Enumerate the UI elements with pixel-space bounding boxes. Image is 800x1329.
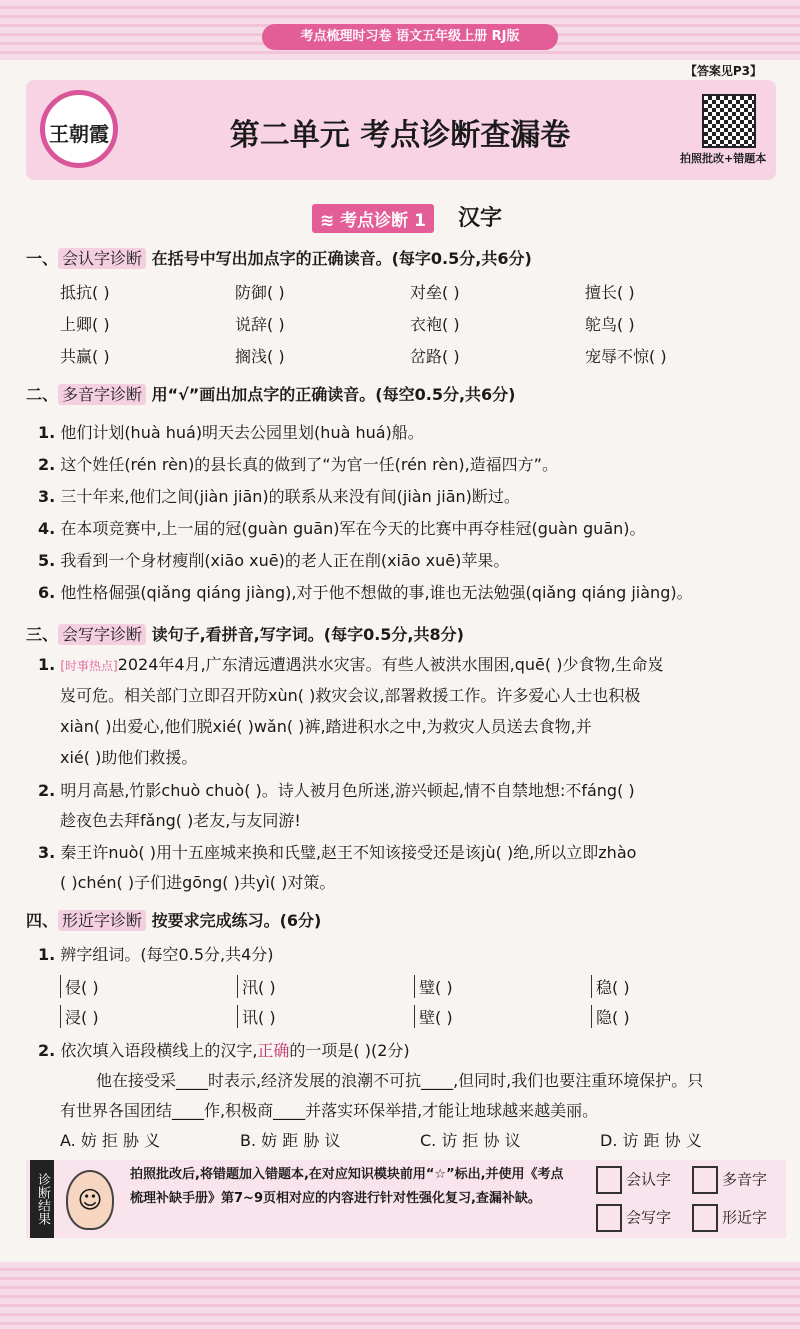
q1-tag: 会认字诊断 [58, 248, 146, 269]
check-recognize[interactable] [596, 1166, 671, 1194]
q4-pair-item[interactable]: 侵( ) [60, 975, 99, 998]
check-label: 会写字 [626, 1208, 672, 1227]
q3-line: 秦王许nuò( )用十五座城来换和氏璧,赵王不知该接受还是该jù( )绝,所以立即zhào [60, 843, 637, 862]
q4-sub-1 [38, 942, 274, 965]
check-polyphone[interactable] [692, 1166, 767, 1194]
q2-line [38, 580, 693, 603]
q4-number: 四、 [26, 911, 59, 930]
option-b[interactable]: B. 妨 距 胁 议 [240, 1131, 341, 1150]
q4-sub2-text-end: 的一项是( )(2分) [289, 1041, 410, 1060]
item-number: 6. [38, 583, 56, 602]
hot-topic-tag: [时事热点] [60, 659, 118, 673]
q4-options [60, 1128, 702, 1151]
q1-number: 一、 [26, 249, 59, 268]
q1-item[interactable]: 衣袍( ) [410, 315, 460, 334]
q2-tag: 多音字诊断 [58, 384, 146, 405]
option-d[interactable]: D. 访 距 协 义 [600, 1131, 702, 1150]
q3-line: 2024年4月,广东清远遭遇洪水灾害。有些人被洪水围困,quē( )少食物,生命岌 [117, 655, 664, 674]
q1-item[interactable]: 鸵鸟( ) [585, 315, 635, 334]
q1-heading [26, 246, 532, 269]
q2-line-text[interactable]: 他们计划(huà huá)明天去公园里划(huà huá)船。 [60, 423, 424, 442]
q2-heading [26, 382, 516, 405]
item-number: 1. [38, 945, 56, 964]
q4-pair-item[interactable]: 璧( ) [414, 975, 453, 998]
q2-line-text[interactable]: 三十年来,他们之间(jiàn jiān)的联系从来没有间(jiàn jiān)断过。 [60, 487, 520, 506]
q2-line [38, 548, 509, 571]
diagnosis-text: 拍照批改后,将错题加入错题本,在对应知识模块前用“☆”标出,并使用《考点梳理补缺手册》第7~9页相对应的内容进行针对性强化复习,查漏补缺。 [130, 1167, 564, 1206]
answer-reference: 【答案见P3】 [684, 64, 762, 78]
item-number: 2. [38, 1041, 56, 1060]
q4-heading [26, 908, 321, 931]
item-number: 3. [38, 843, 56, 862]
item-number: 1. [38, 423, 56, 442]
q1-item[interactable]: 擅长( ) [585, 283, 635, 302]
q3-item-2 [38, 778, 635, 801]
section-title: 汉字 [458, 206, 503, 231]
q4-sub1-text: 辨字组词。(每空0.5分,共4分) [60, 945, 274, 964]
q1-item[interactable]: 上卿( ) [60, 315, 110, 334]
qr-code-icon[interactable] [702, 94, 756, 148]
q4-pair-item[interactable]: 浸( ) [60, 1005, 99, 1028]
q3-line: 岌可危。相关部门立即召开防xùn( )救灾会议,部署救援工作。许多爱心人士也积极 [60, 686, 641, 705]
q4-pair-item[interactable]: 隐( ) [591, 1005, 630, 1028]
q3-tag: 会写字诊断 [58, 624, 146, 645]
q1-item[interactable]: 搁浅( ) [235, 347, 285, 366]
qr-caption: 拍照批改+错题本 [680, 152, 767, 165]
check-label: 形近字 [722, 1208, 768, 1227]
option-c[interactable]: C. 访 拒 协 议 [420, 1131, 521, 1150]
item-number: 5. [38, 551, 56, 570]
q4-instruction: 按要求完成练习。(6分) [146, 911, 322, 930]
checkbox[interactable] [596, 1166, 622, 1194]
bottom-decor-band [0, 1262, 800, 1329]
q3-line: ( )chén( )子们进gōng( )共yì( )对策。 [60, 873, 336, 892]
q3-instruction: 读句子,看拼音,写字词。(每字0.5分,共8分) [146, 625, 464, 644]
q2-number: 二、 [26, 385, 59, 404]
q3-number: 三、 [26, 625, 59, 644]
q4-sub2-text: 依次填入语段横线上的汉字, [60, 1041, 258, 1060]
section-tag: ≋ 考点诊断 1 [312, 204, 434, 233]
q3-item-1 [38, 652, 664, 675]
check-similar[interactable] [692, 1204, 767, 1232]
checkbox[interactable] [596, 1204, 622, 1232]
brand-logo: 王朝霞 [40, 90, 118, 168]
q4-paragraph-line: 有世界各国团结____作,积极商____并落实环保举措,才能让地球越来越美丽。 [60, 1101, 599, 1120]
page-title: 第二单元 考点诊断查漏卷 [229, 118, 571, 153]
q4-pair-item[interactable]: 稳( ) [591, 975, 630, 998]
q1-item[interactable]: 共赢( ) [60, 347, 110, 366]
check-write[interactable] [596, 1204, 671, 1232]
q4-pair-item[interactable]: 壁( ) [414, 1005, 453, 1028]
q3-item-3 [38, 840, 636, 863]
q2-instruction: 用“√”画出加点字的正确读音。(每空0.5分,共6分) [146, 385, 516, 404]
q2-line [38, 484, 520, 507]
q3-line: 趁夜色去拜fǎng( )老友,与友同游! [60, 811, 301, 830]
q4-sub-2 [38, 1038, 410, 1061]
q3-heading [26, 622, 464, 645]
q3-line: xiàn( )出爱心,他们脱xié( )wǎn( )裤,踏进积水之中,为救灾人员送去食物,并 [60, 717, 592, 736]
q2-line-text[interactable]: 我看到一个身材瘦削(xiāo xuē)的老人正在削(xiāo xuē)苹果。 [60, 551, 510, 570]
q1-item[interactable]: 防御( ) [235, 283, 285, 302]
q1-item[interactable]: 岔路( ) [410, 347, 460, 366]
item-number: 2. [38, 455, 56, 474]
q1-item[interactable]: 说辞( ) [235, 315, 285, 334]
q2-line [38, 516, 646, 539]
check-label: 会认字 [626, 1170, 672, 1189]
item-number: 4. [38, 519, 56, 538]
check-label: 多音字 [722, 1170, 768, 1189]
q4-pair-item[interactable]: 汛( ) [237, 975, 276, 998]
q1-item[interactable]: 对垒( ) [410, 283, 460, 302]
item-number: 1. [38, 655, 56, 674]
option-a[interactable]: A. 妨 拒 胁 义 [60, 1131, 161, 1150]
item-number: 2. [38, 781, 56, 800]
q3-line: 明月高悬,竹影chuò chuò( )。诗人被月色所迷,游兴顿起,情不自禁地想:不fáng( ) [60, 781, 635, 800]
q2-line [38, 420, 424, 443]
q2-line-text[interactable]: 这个姓任(rén rèn)的县长真的做到了“为官一任(rén rèn),造福四方”。 [60, 455, 558, 474]
student-avatar-icon: ☺ [66, 1170, 114, 1230]
q1-item[interactable]: 抵抗( ) [60, 283, 110, 302]
series-label: 考点梳理时习卷 语文五年级上册 RJ版 [262, 24, 558, 50]
item-number: 3. [38, 487, 56, 506]
q2-line-text[interactable]: 在本项竞赛中,上一届的冠(guàn guān)军在今天的比赛中再夺桂冠(guàn guān)。 [60, 519, 646, 538]
q4-paragraph-line: 他在接受采____时表示,经济发展的浪潮不可抗____,但同时,我们也要注重环境保护。只 [96, 1071, 704, 1090]
checkbox[interactable] [692, 1204, 718, 1232]
q1-instruction: 在括号中写出加点字的正确读音。(每字0.5分,共6分) [146, 249, 532, 268]
q4-pair-item[interactable]: 讯( ) [237, 1005, 276, 1028]
q3-line: xié( )助他们救援。 [60, 748, 198, 767]
q4-tag: 形近字诊断 [58, 910, 146, 931]
q2-line [38, 452, 558, 475]
q4-sub2-emphasis: 正确 [257, 1041, 290, 1060]
checkbox[interactable] [692, 1166, 718, 1194]
diagnosis-label: 诊断结果 [30, 1160, 54, 1238]
q2-line-text[interactable]: 他性格倔强(qiǎng qiáng jiàng),对于他不想做的事,谁也无法勉强(qiǎng qiáng jiàng)。 [60, 583, 693, 602]
q1-item[interactable]: 宠辱不惊( ) [585, 347, 667, 366]
